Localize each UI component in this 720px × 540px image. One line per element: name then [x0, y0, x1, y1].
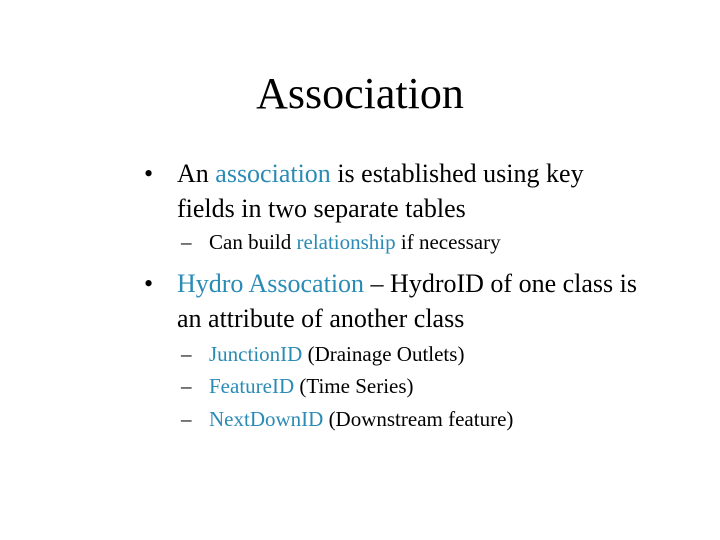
sub-text-post: (Time Series) — [294, 374, 414, 398]
bullet-text-post: is established using key — [330, 159, 584, 188]
bullet-line-2: an attribute of another class — [177, 304, 465, 333]
sub-bullet-text — [209, 227, 501, 257]
bullet-mark: • — [144, 269, 154, 298]
term-hydro-assocation: Hydro Assocation — [177, 269, 365, 298]
bullet-line-2: fields in two separate tables — [177, 194, 466, 223]
bullet-text-post: – HydroID of one class is — [364, 269, 637, 298]
slide-title — [0, 68, 720, 120]
sub-text-post: (Downstream feature) — [323, 407, 514, 431]
term-featureid: FeatureID — [209, 374, 295, 398]
bullet-line-1 — [177, 156, 667, 191]
term-nextdownid: NextDownID — [209, 407, 324, 431]
sub-text-pre: Can build — [209, 230, 297, 254]
dash-mark: – — [181, 230, 192, 254]
sub-text-post: (Drainage Outlets) — [302, 342, 465, 366]
term-relationship: relationship — [296, 230, 396, 254]
sub-bullet-text — [209, 371, 414, 401]
term-association: association — [215, 159, 331, 188]
bullet-mark: • — [144, 159, 154, 188]
term-junctionid: JunctionID — [209, 342, 303, 366]
dash-mark: – — [181, 342, 192, 366]
sub-text-post: if necessary — [395, 230, 501, 254]
dash-mark: – — [181, 374, 192, 398]
bullet-text — [177, 266, 697, 336]
bullet-hydro-association — [144, 266, 694, 338]
slide-title-text: Association — [256, 69, 464, 118]
dash-mark: – — [181, 407, 192, 431]
bullet-line-1 — [177, 266, 697, 301]
sub-bullet-text — [209, 339, 464, 369]
bullet-association — [144, 156, 684, 228]
bullet-text — [177, 156, 667, 226]
sub-bullet-text — [209, 404, 513, 434]
bullet-text-pre: An — [177, 159, 216, 188]
